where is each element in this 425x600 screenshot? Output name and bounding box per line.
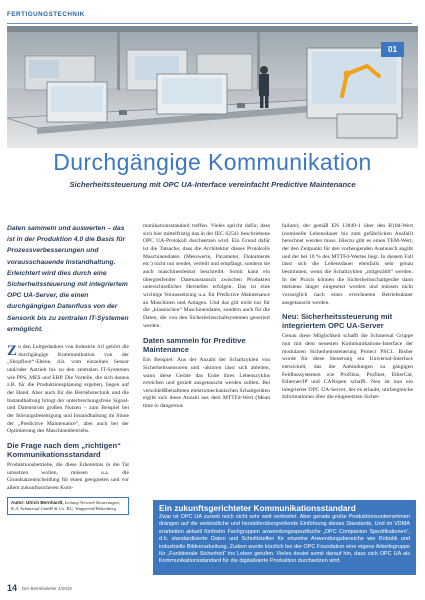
page-number: 14 [7, 583, 18, 593]
column-1 [7, 223, 129, 515]
hero-photo [7, 26, 418, 148]
article-title: Durchgängige Kommunikation [53, 149, 372, 175]
subheading-new-controller: Neu: Sicherheitssteuerung mit integriertem OPC UA-Server [282, 312, 393, 331]
intro-paragraph [7, 344, 129, 436]
page-number-badge: 01 [381, 42, 404, 57]
paragraph-mttfd: failure), der gemäß EN 13849-1 über den B10d-Wert (nominelle Lebensdauer bis zum gefährlichen Ausfall) berechnet werden muss. Hierzu gibt es einen TEM-Wert, der den Zeitpunkt für den vorbeugenden Austausch angibt und der bei 10 % des MTTFd-Wertes liegt. In diesem Fall lässt sich die Lebensdauer ebenfalls sehr genau bestimmen, wenn die Schaltzyklen „mitgezählt“ werden. In der Praxis können die Sicherheitsschaltgeräte dann meistens länger eingesetzt werden und müssen nicht vorsorglich nach einer errechneten Betriebsdauer ausgetauscht werden. [282, 223, 413, 306]
subheading-predictive: Daten sammeln für Preditive Maintenance [143, 336, 246, 355]
column-3 [282, 223, 413, 402]
info-box [153, 500, 416, 575]
author-box [7, 497, 129, 515]
section-label: FERTIGUNGSTECHNIK [7, 11, 412, 24]
column-2 [143, 223, 270, 411]
production-line-illustration [7, 26, 418, 148]
info-box-title: Ein zukunftsgerichteter Kommunikationsstandard [159, 503, 356, 513]
author-role: Leitung Vertrieb Steuerungen, K.A. Schmersal GmbH & Co. KG, Wuppertal/Wettenberg [11, 499, 120, 511]
info-box-body: Zwar ist OPC UA zurzeit noch nicht sehr weit verbreitet. Aber gerade große Produktionsunternehmen drängen auf die verbindliche und herstellerübergreifende Einführung dieses Standards. Und im VDMA erarbeiten aktuell fünfzehn Fachgruppen anwendungsspezifische „OPC Companion Spezifikationen“, d.h. standardisierte Daten und Schnittstellen für einzelne Anwendungsbereiche wie Robotik und industrielle Bildverarbeitung. Zudem wurde kürzlich bei der OPC Foundation eine eigene Arbeitsgruppe für „Funktionale Sicherheit“ ins Leben gerufen. Vieles deutet somit darauf hin, dass sich OPC UA als Kommunikationsstandard für die digitalisierte Produktion durchsetzen wird. [159, 514, 410, 565]
subheading-standard: Die Frage nach dem „richtigen“ Kommunikationsstandard [7, 440, 121, 459]
lead-paragraph: Daten sammeln und auswerten – das ist in der Produktion 4.0 die Basis für Prozessverbesserungen und vorausschauende Instandhaltung. Erleichtert wird dies durch eine Sicherheitssteuerung mit integriertem OPC UA-Server, die einen durchgängigen Datenfluss von der Sensorik bis zu zentralen IT-Systemen ermöglicht. [7, 225, 129, 333]
publication-name: Der Betriebsleiter 4/2019 [22, 586, 72, 591]
author-name: Autor: Ulrich Bernhardt, [11, 499, 64, 505]
article-subtitle: Sicherheitssteuerung mit OPC UA-Interface vereinfacht Predictive Maintenance [69, 180, 356, 189]
paragraph-example: Ein Beispiel: Aus der Anzahl der Schaltzyklen von Sicherheitssensoren und -aktoren lässt sich ableiten, wann diese Geräte das Ende ihres Lebenszyklus erreichen und gezielt ausgetauscht werden sollten. Bei verschleißbehafteten elektromechanischen Schaltgeräten ergibt sich diese Anzahl aus dem MTTFd-Wert (Mean time to dangerous [143, 357, 270, 410]
paragraph-standard: Produktionsbetriebe, die diese Erkenntnis in die Tat umsetzen wollen, müssen u.a. die Grundsatzentscheidung für einen geeigneten und vor allem zukunftssicheren Kom- [7, 461, 129, 491]
dropcap: Z [7, 343, 18, 360]
paragraph-opcua: munikationsstandard treffen. Vieles spricht dafür, dass sich hier mittelfristig das in der IEC 62541 beschriebene OPC UA-Protokoll durchsetzen wird. Ein Grund dafür ist die Tatsache, dass die Architektur dieses Protokolls Maschinendaten (Messwerte, Parameter, Dokumente etc.) nicht nur sendet, verteilt und empfängt, sondern sie auch maschinenlesbar beschreibt. Somit kann ein übergreifender Datenaustausch zwischen Produkten unterschiedlicher Hersteller erfolgen. Das ist eine wichtige Voraussetzung u.a. für Predictive Maintenance an Maschinen und Anlagen. Und das gilt nicht nur für die „klassischen“ Maschinendaten, sondern auch für die Daten, die von den Sicherheitsschaltsystemen generiert werden. [143, 223, 270, 329]
intro-text: u den Leitgedanken von Industrie 4.0 gehört die durchgängige Kommunikation von der „Shopfloor“-Ebene, d.h. vom einzelnen Sensor und/oder Antrieb bis zu den zentralen IT-Systemen wie PPS, MES und ERP. Die Vorteile, die sich daraus z.B. für die Produktionsplanung ergeben, liegen auf der Hand. Aber auch für die Betriebstechnik und die Instandhaltung bringt der unterbrechungsfreie Signal- und Datenstrom großen Nutzen – zum Beispiel bei der Störungsbeseitigung und Instandhaltung im Sinne der „Predictive Maintenance“, aber auch bei der Optimierung des Maschinenbetriebs. [7, 344, 129, 435]
paragraph-psc1: Genau diese Möglichkeit schafft die Schmersal Gruppe nun mit dem neuesten Kommunikations-Interface der modularen Sicherheitssteuerung Protect PSC1. Bisher wurde für diese Steuerung ein Universal-Interface entwickelt, das die Anbindungen zu gängigen Feldbussystemen wie Profibus, Profinet, EtherCat, Ethernet/IP und CANopen schafft. Neu ist nun ein integrierter OPC UA-Server, der es erlaubt, umfangreiche Informationen über die eingesetzten Sicher- [282, 333, 413, 401]
